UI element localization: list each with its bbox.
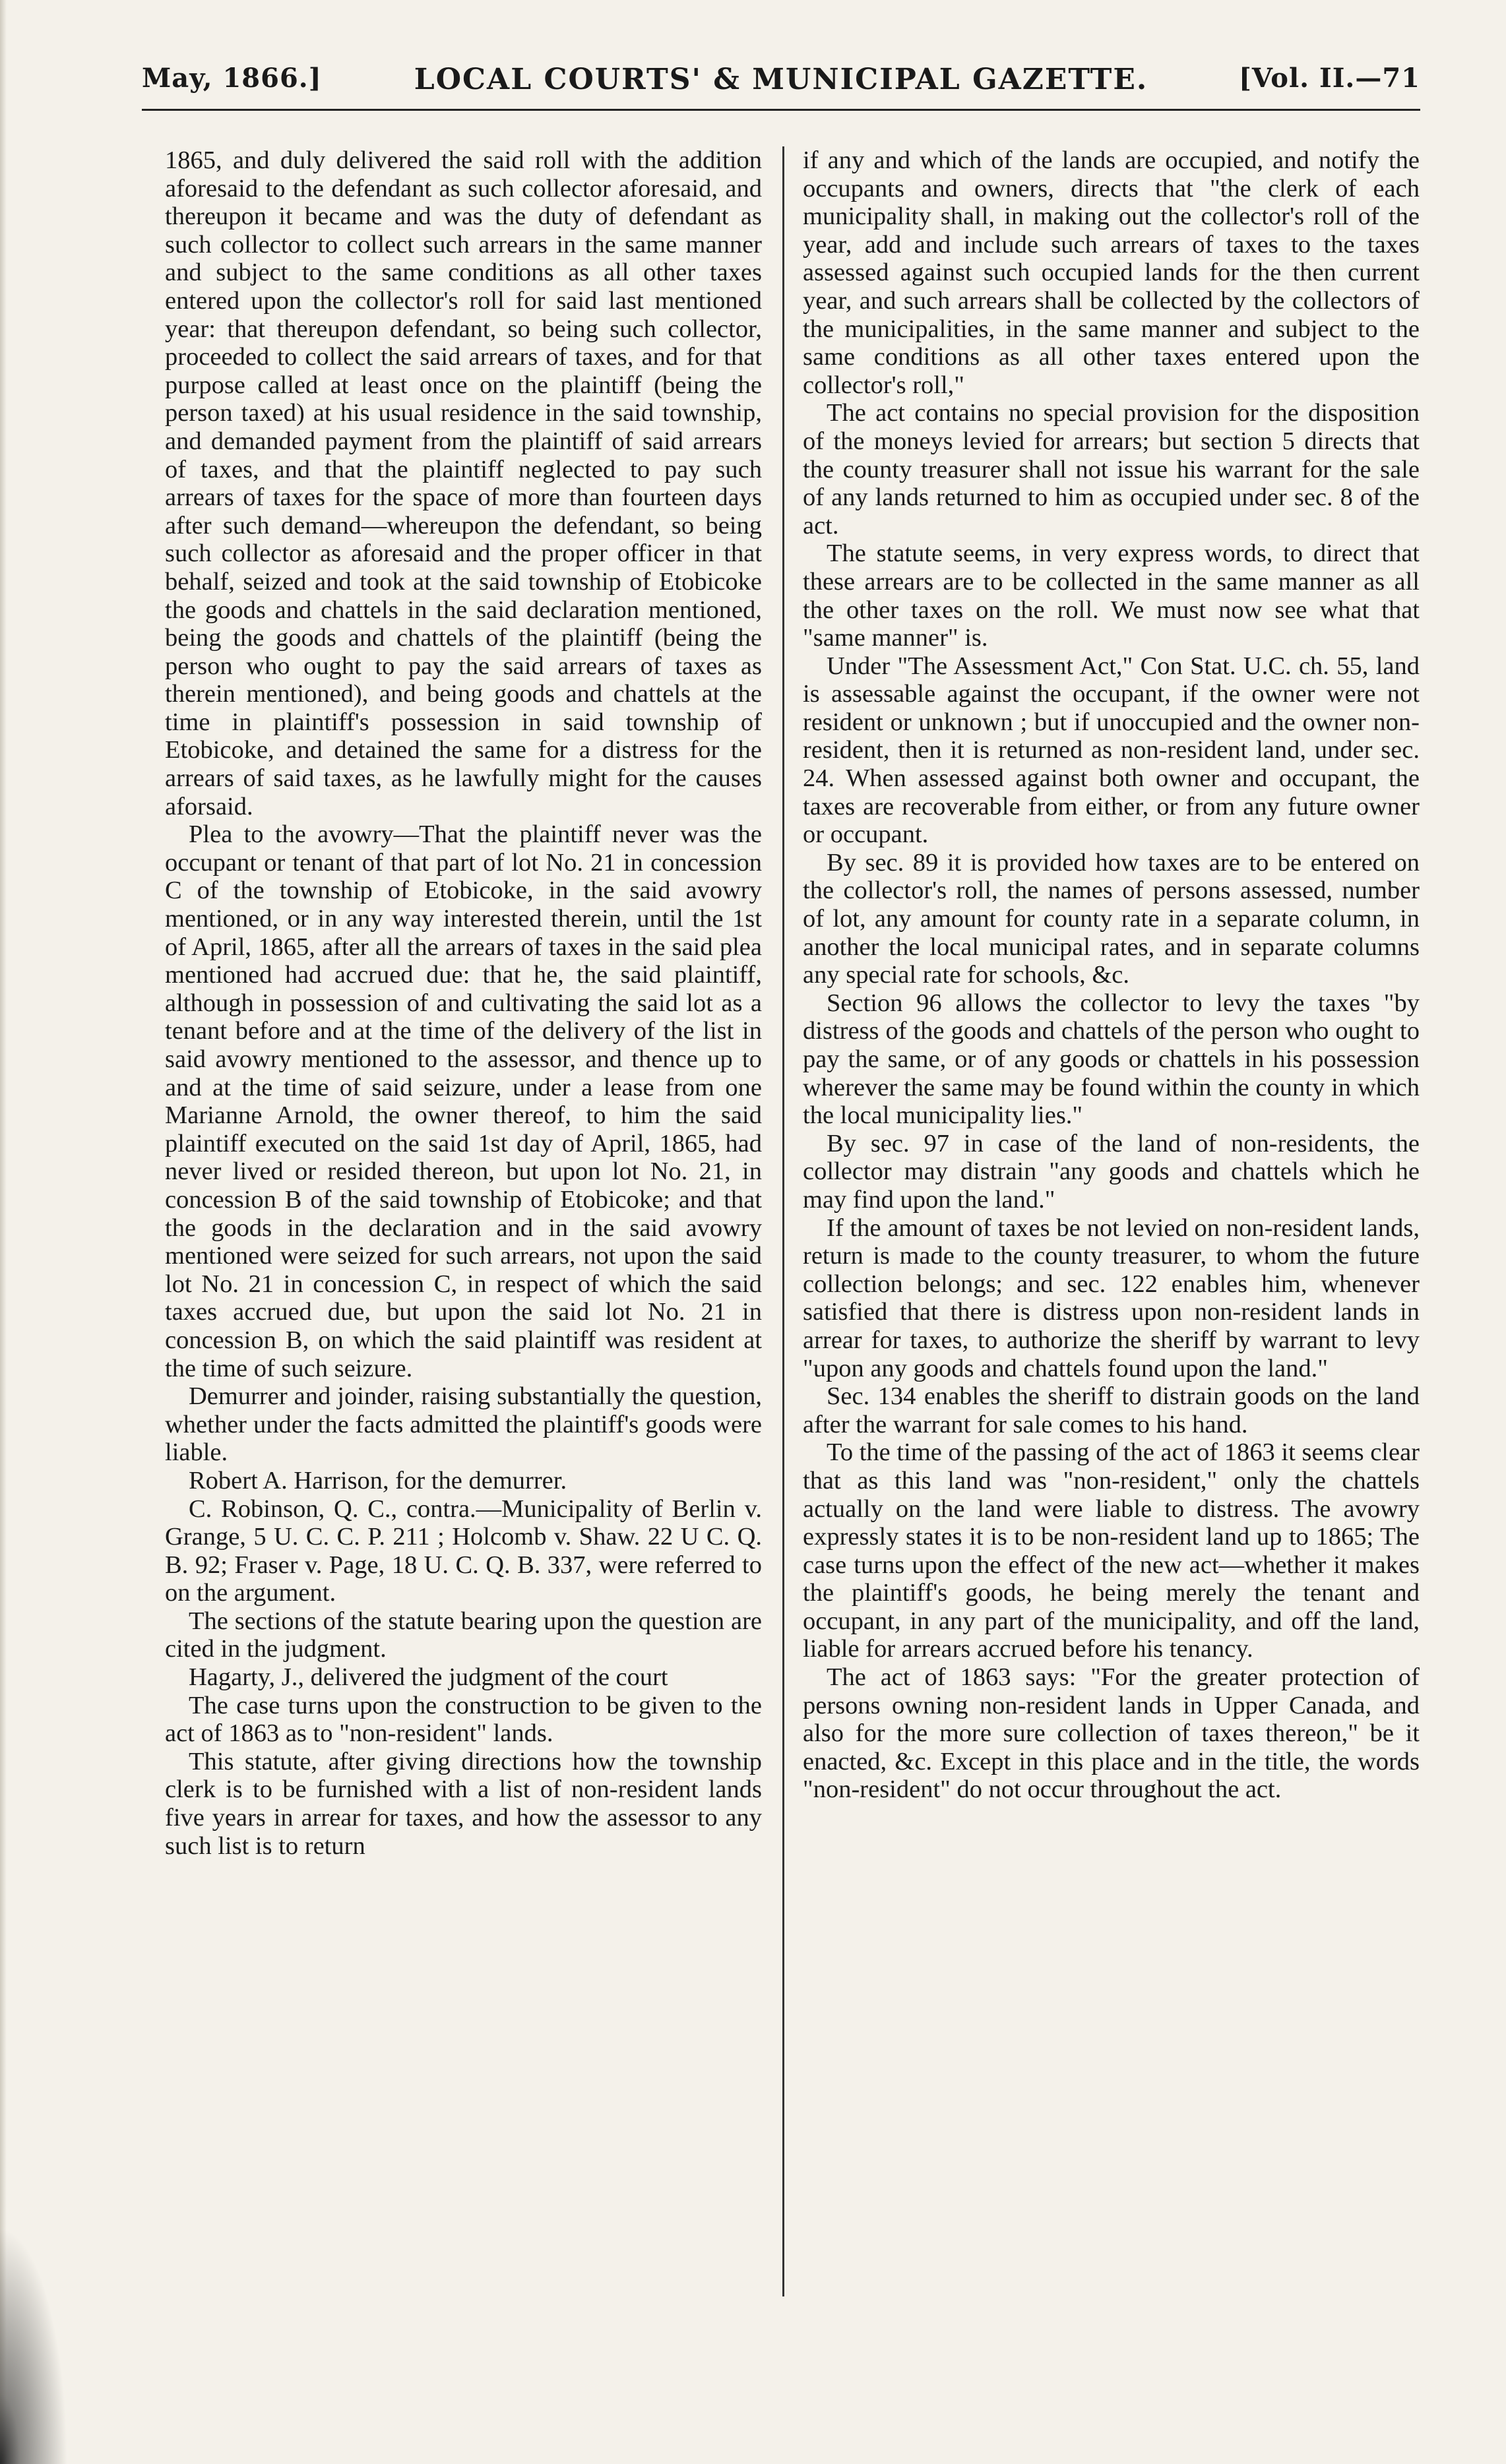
paragraph: The statute seems, in very express words, to direct that these arrears are to be collected in the same manner as all the other taxes on the roll. We must now see what that "same manner" is. bbox=[803, 539, 1420, 652]
page-edge bbox=[0, 0, 7, 2464]
column-divider bbox=[782, 146, 784, 2296]
paragraph: Sec. 134 enables the sheriff to distrain goods on the land after the warrant for sale comes to his hand. bbox=[803, 1382, 1420, 1438]
paragraph: if any and which of the lands are occupied, and notify the occupants and owners, directs that "the clerk of each municipality shall, in making out the collector's roll of the year, add and include such arrears of taxes to the taxes assessed against such occupied lands for the then current year, and such arrears shall be collected by the collectors of the municipalities, in the same manner and subject to the same conditions as all other taxes entered upon the collector's roll," bbox=[803, 146, 1420, 399]
right-column bbox=[803, 146, 1420, 2385]
paragraph: Under "The Assessment Act," Con Stat. U.C. ch. 55, land is assessable against the occupant, if the owner were not resident or unknown ; but if unoccupied and the owner non-resident, then it is returned as non-resident land, under sec. 24. When assessed against both owner and occupant, the taxes are recoverable from either, or from any future owner or occupant. bbox=[803, 652, 1420, 849]
paragraph: The act contains no special provision for the disposition of the moneys levied for arrears; but section 5 directs that the county treasurer shall not issue his warrant for the sale of any lands returned to him as occupied under sec. 8 of the act. bbox=[803, 399, 1420, 539]
header-volume: [Vol. II.—71 bbox=[1238, 63, 1420, 94]
paragraph: The sections of the statute bearing upon the question are cited in the judgment. bbox=[165, 1607, 762, 1663]
paragraph: 1865, and duly delivered the said roll with the addition aforesaid to the defendant as such collector aforesaid, and thereupon it became and was the duty of defendant as such collector to collect such arrears in the same manner and subject to the same conditions as all other taxes entered upon the collector's roll for said last mentioned year: that thereupon defendant, so being such collector, proceeded to collect the said arrears of taxes, and for that purpose called at least once on the plaintiff (being the person taxed) at his usual residence in the said township, and demanded payment from the plaintiff of said arrears of taxes, and that the plaintiff neglected to pay such arrears of taxes for the space of more than fourteen days after such demand—whereupon the defendant, so being such collector as aforesaid and the proper officer in that behalf, seized and took at the said township of Etobicoke the goods and chattels in the said declaration mentioned, being the goods and chattels of the plaintiff (being the person who ought to pay the said arrears of taxes as therein mentioned), and being goods and chattels at the time in plaintiff's possession in said township of Etobicoke, and detained the same for a distress for the arrears of said taxes, as he lawfully might for the causes aforsaid. bbox=[165, 146, 762, 820]
paragraph: The case turns upon the construction to be given to the act of 1863 as to "non-resident" lands. bbox=[165, 1691, 762, 1748]
paragraph: The act of 1863 says: "For the greater protection of persons owning non-resident lands in Upper Canada, and also for the more sure collection of taxes thereon," be it enacted, &c. Except in this place and in the title, the words "non-resident" do not occur throughout the act. bbox=[803, 1663, 1420, 1804]
paragraph: Robert A. Harrison, for the demurrer. bbox=[189, 1466, 567, 1494]
left-column bbox=[165, 146, 762, 2385]
page-corner-shadow bbox=[0, 2187, 79, 2464]
paragraph: To the time of the passing of the act of 1863 it seems clear that as this land was "non-resident," only the chattels actually on the land were liable to distress. The avowry expressly states it is to be non-resident land up to 1865; The case turns upon the effect of the new act—whether it makes the plaintiff's goods, he being merely the tenant and occupant, in any part of the municipality, and off the land, liable for arrears accrued before his tenancy. bbox=[803, 1438, 1420, 1663]
paragraph: By sec. 97 in case of the land of non-residents, the collector may distrain "any goods and chattels which he may find upon the land." bbox=[803, 1129, 1420, 1214]
paragraph: By sec. 89 it is provided how taxes are to be entered on the collector's roll, the names of persons assessed, number of lot, any amount for county rate in a separate column, in another the local municipal rates, and in separate columns any special rate for schools, &c. bbox=[803, 848, 1420, 989]
paragraph: Demurrer and joinder, raising substantially the question, whether under the facts admitted the plaintiff's goods were liable. bbox=[165, 1382, 762, 1467]
paragraph: Section 96 allows the collector to levy the taxes "by distress of the goods and chattels of the person who ought to pay the same, or of any goods or chattels in his possession wherever the same may be found within the county in which the local municipality lies." bbox=[803, 989, 1420, 1130]
paragraph: Hagarty, J., delivered the judgment of the court bbox=[189, 1663, 668, 1692]
header-title: LOCAL COURTS' & MUNICIPAL GAZETTE. bbox=[414, 63, 1148, 96]
header-date: May, 1866.] bbox=[142, 63, 322, 94]
paragraph: Plea to the avowry—That the plaintiff never was the occupant or tenant of that part of lot No. 21 in concession C of the township of Etobicoke, in the said avowry mentioned, or in any way interested therein, until the 1st of April, 1865, after all the arrears of taxes in the said plea mentioned had accrued due: that he, the said plaintiff, although in possession of and cultivating the said lot as a tenant before and at the time of the delivery of the list in said avowry mentioned to the assessor, and thence up to and at the time of said seizure, under a lease from one Marianne Arnold, the owner thereof, to him the said plaintiff executed on the said 1st day of April, 1865, had never lived or resided thereon, but upon lot No. 21, in concession B of the said township of Etobicoke; and that the goods in the declaration and in the said avowry mentioned were seized for such arrears, not upon the said lot No. 21 in concession C, in respect of which the said taxes accrued due, but upon the said lot No. 21 in concession B, on which the said plaintiff was resident at the time of such seizure. bbox=[165, 820, 762, 1382]
page-header bbox=[142, 63, 1420, 111]
paragraph: This statute, after giving directions how the township clerk is to be furnished with a list of non-resident lands five years in arrear for taxes, and how the assessor to any such list is to return bbox=[165, 1747, 762, 1860]
paragraph: C. Robinson, Q. C., contra.—Municipality of Berlin v. Grange, 5 U. C. C. P. 211 ; Holcomb v. Shaw. 22 U C. Q. B. 92; Fraser v. Page, 18 U. C. Q. B. 337, were referred to on the argument. bbox=[165, 1494, 762, 1607]
paragraph: If the amount of taxes be not levied on non-resident lands, return is made to the county treasurer, to whom the future collection belongs; and sec. 122 enables him, whenever satisfied that there is distress upon non-resident lands in arrear for taxes, to authorize the sheriff by warrant to levy "upon any goods and chattels found upon the land." bbox=[803, 1214, 1420, 1382]
